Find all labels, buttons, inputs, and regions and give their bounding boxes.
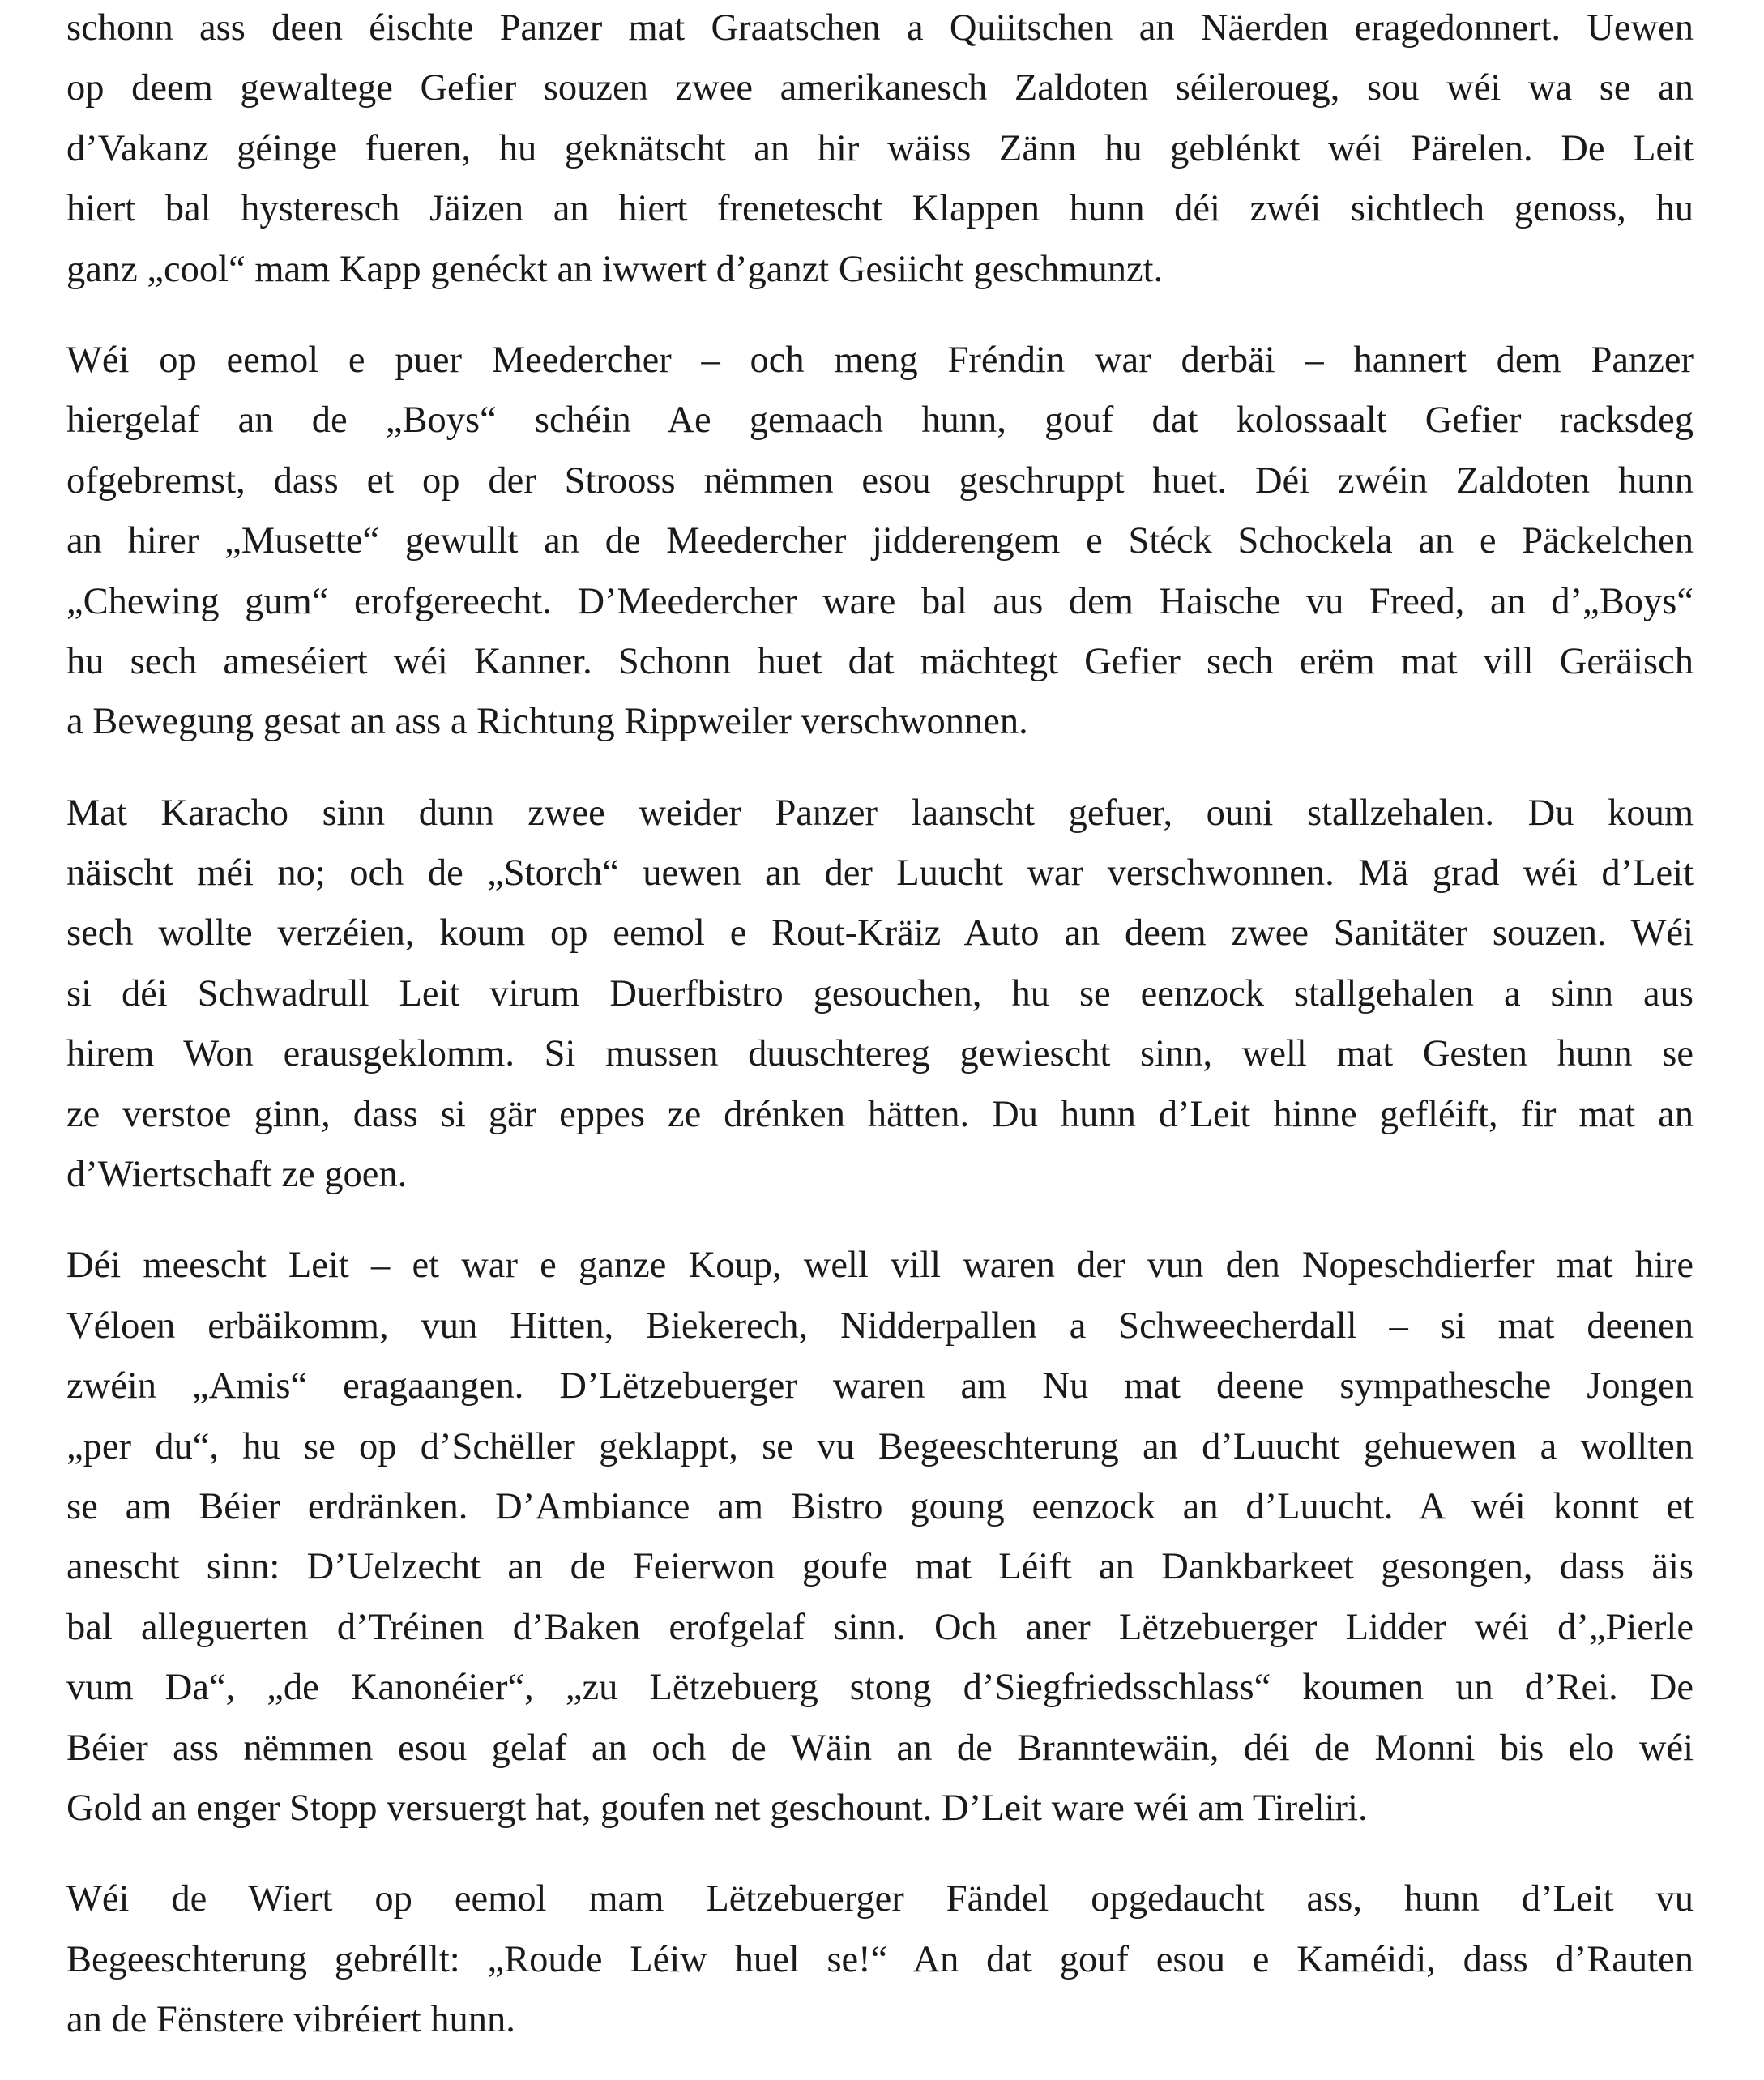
text-line: hiergelaf an de „Boys“ schéin Ae gemaach hunn, gouf dat kolossaalt Gefier racksdeg [66,399,1694,442]
paragraph-5 [66,1869,1694,2050]
paragraph-gap [66,300,1694,331]
text-line: näischt méi no; och de „Storch“ uewen an der Luucht war verschwonnen. Mä grad wéi d’Leit [66,852,1694,895]
text-line: hirem Won erausgeklomm. Si mussen duuschtereg gewiescht sinn, well mat Gesten hunn se [66,1033,1694,1075]
document-page [66,0,1694,2051]
text-line: „per du“, hu se op d’Schëller geklappt, se vu Begeeschterung an d’Luucht gehuewen a wollten [66,1425,1694,1467]
text-line: Gold an enger Stopp versuergt hat, goufen net geschount. D’Leit ware wéi am Tireliri. [66,1787,1368,1829]
text-line: an de Fënstere vibréiert hunn. [66,1999,515,2041]
text-line: Béier ass nëmmen esou gelaf an och de Wäin an de Branntewäin, déi de Monni bis elo wéi [66,1727,1694,1769]
paragraph-gap [66,753,1694,784]
text-line: sech wollte verzéien, koum op eemol e Rout-Kräiz Auto an deem zwee Sanitäter souzen. Wéi [66,912,1694,955]
text-line: ganz „cool“ mam Kapp genéckt an iwwert d’ganzt Gesiicht geschmunzt. [66,248,1164,290]
paragraph-gap [66,1839,1694,1869]
text-line: d’Wiertschaft ze goen. [66,1154,408,1196]
text-line: Wéi op eemol e puer Meedercher – och meng Fréndin war derbäi – hannert dem Panzer [66,339,1694,381]
text-line: schonn ass deen éischte Panzer mat Graatschen a Quiitschen an Näerden eragedonnert. Uewen [66,7,1694,49]
text-line: anescht sinn: D’Uelzecht an de Feierwon goufe mat Léift an Dankbarkeet gesongen, dass äis [66,1546,1694,1588]
text-line: zwéin „Amis“ eragaangen. D’Lëtzebuerger waren am Nu mat deene sympathesche Jongen [66,1365,1694,1407]
text-line: op deem gewaltege Gefier souzen zwee amerikanesch Zaldoten séileroueg, sou wéi wa se an [66,67,1694,109]
text-line: hiert bal hysteresch Jäizen an hiert frenetescht Klappen hunn déi zwéi sichtlech genoss, hu [66,188,1694,230]
paragraph-2 [66,331,1694,753]
text-line: Begeeschterung gebréllt: „Roude Léiw huel se!“ An dat gouf esou e Kaméidi, dass d’Rauten [66,1938,1694,1980]
text-line: d’Vakanz géinge fueren, hu geknätscht an hir wäiss Zänn hu geblénkt wéi Pärelen. De Leit [66,127,1694,169]
text-line: ofgebremst, dass et op der Strooss nëmmen esou geschruppt huet. Déi zwéin Zaldoten hunn [66,459,1694,502]
text-line: an hirer „Musette“ gewullt an de Meedercher jidderengem e Stéck Schockela an e Päckelchen [66,520,1694,562]
text-line: bal alleguerten d’Tréinen d’Baken erofgelaf sinn. Och aner Lëtzebuerger Lidder wéi d’„Pierle [66,1606,1694,1648]
text-line: Déi meescht Leit – et war e ganze Koup, well vill waren der vun den Nopeschdierfer mat hire [66,1245,1694,1287]
text-line: Véloen erbäikomm, vun Hitten, Biekerech, Nidderpallen a Schweecherdall – si mat deenen [66,1305,1694,1347]
paragraph-1 [66,0,1694,300]
text-line: hu sech ameséiert wéi Kanner. Schonn huet dat mächtegt Gefier sech erëm mat vill Geräisch [66,640,1694,682]
text-line: se am Béier erdränken. D’Ambiance am Bistro goung eenzock an d’Luucht. A wéi konnt et [66,1485,1694,1527]
paragraph-4 [66,1236,1694,1839]
paragraph-3 [66,784,1694,1206]
text-line: a Bewegung gesat an ass a Richtung Rippweiler verschwonnen. [66,701,1028,743]
text-line: si déi Schwadrull Leit virum Duerfbistro gesouchen, hu se eenzock stallgehalen a sinn aus [66,972,1694,1014]
text-line: Mat Karacho sinn dunn zwee weider Panzer laanscht gefuer, ouni stallzehalen. Du koum [66,792,1694,834]
text-line: Wéi de Wiert op eemol mam Lëtzebuerger Fändel opgedaucht ass, hunn d’Leit vu [66,1878,1694,1920]
text-line: vum Da“, „de Kanonéier“, „zu Lëtzebuerg stong d’Siegfriedsschlass“ koumen un d’Rei. De [66,1667,1694,1709]
paragraph-gap [66,1205,1694,1236]
text-line: „Chewing gum“ erofgereecht. D’Meedercher ware bal aus dem Haische vu Freed, an d’„Boys“ [66,580,1694,622]
text-line: ze verstoe ginn, dass si gär eppes ze drénken hätten. Du hunn d’Leit hinne gefléift, fir mat an [66,1093,1694,1135]
